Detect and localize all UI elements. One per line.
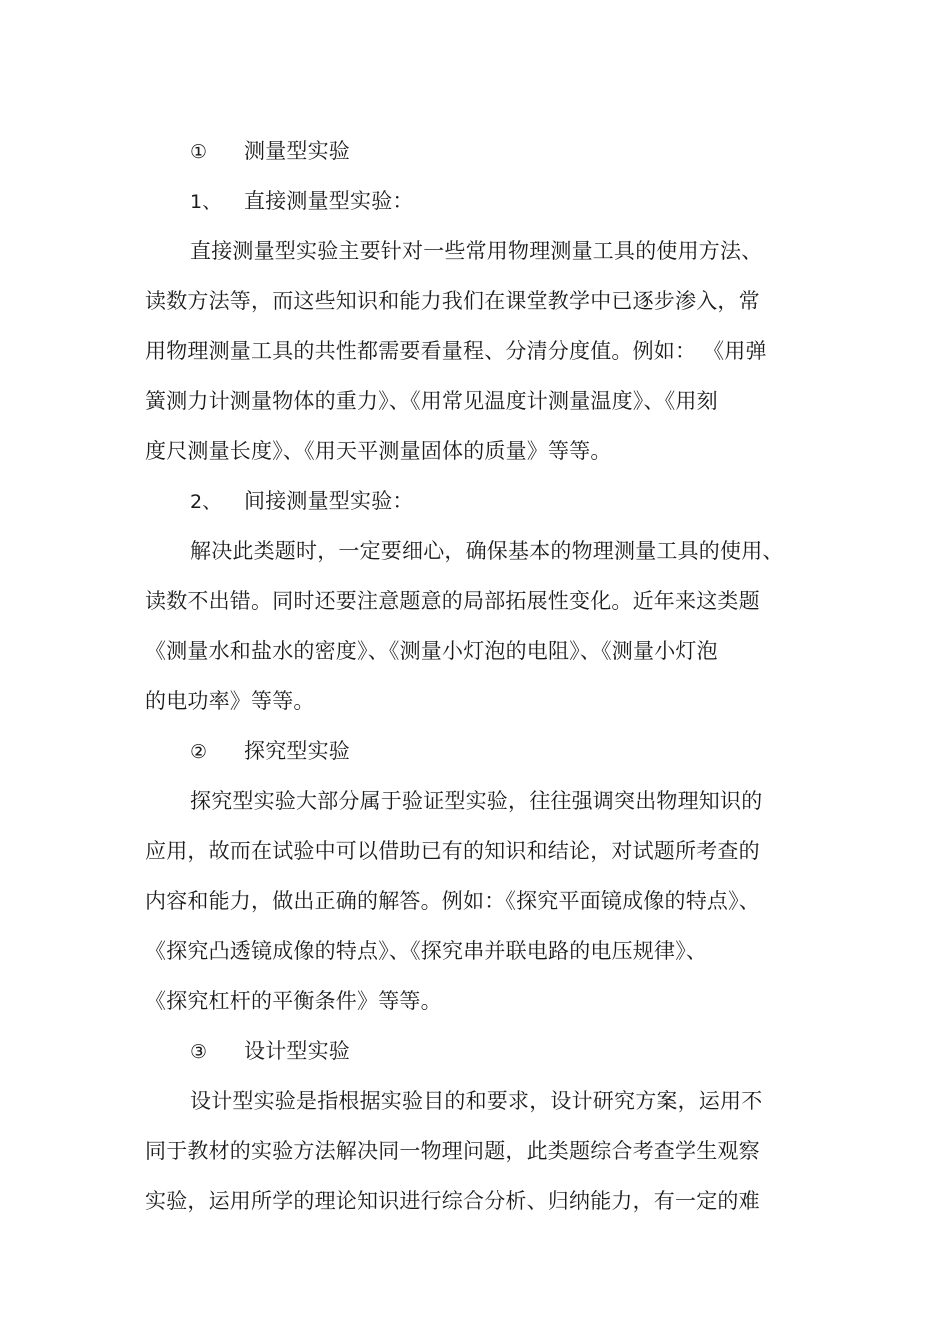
subsection-marker: 2、 — [190, 491, 222, 513]
section-marker: ② — [190, 741, 208, 763]
section-heading-design — [190, 1036, 830, 1067]
paragraph-line: 应用，故而在试验中可以借助已有的知识和结论，对试题所考查的 — [145, 839, 760, 863]
paragraph-line: 的电功率》等等。 — [145, 689, 315, 713]
subsection-title: 直接测量型实验： — [244, 189, 414, 213]
section-marker: ③ — [190, 1041, 208, 1063]
paragraph-line: 解决此类题时，一定要细心，确保基本的物理测量工具的使用、 — [190, 539, 784, 563]
paragraph-line: 读数不出错。同时还要注意题意的局部拓展性变化。近年来这类题 — [145, 589, 760, 613]
paragraph-line: 簧测力计测量物体的重力》、《用常见温度计测量温度》、《用刻 — [145, 389, 718, 413]
paragraph-line: 《探究凸透镜成像的特点》、《探究串并联电路的电压规律》、 — [145, 939, 708, 963]
paragraph-line: 实验，运用所学的理论知识进行综合分析、归纳能力，有一定的难 — [145, 1189, 760, 1213]
section-heading-measurement — [190, 136, 830, 167]
paragraph-line: 内容和能力，做出正确的解答。例如：《探究平面镜成像的特点》、 — [145, 889, 760, 913]
paragraph-line: 探究型实验大部分属于验证型实验，往往强调突出物理知识的 — [190, 789, 763, 813]
section-heading-exploration — [190, 736, 830, 767]
paragraph-line: 读数方法等，而这些知识和能力我们在课堂教学中已逐步渗入，常 — [145, 289, 760, 313]
subsection-heading-indirect — [190, 486, 830, 517]
paragraph-line: 用物理测量工具的共性都需要看量程、分清分度值。例如： 《用弹 — [145, 339, 767, 363]
subsection-marker: 1、 — [190, 191, 222, 213]
paragraph-line: 《测量水和盐水的密度》、《测量小灯泡的电阻》、《测量小灯泡 — [145, 639, 718, 663]
section-marker: ① — [190, 141, 208, 163]
section-title: 测量型实验 — [244, 139, 350, 163]
paragraph-line: 设计型实验是指根据实验目的和要求，设计研究方案，运用不 — [190, 1089, 763, 1113]
paragraph-line: 同于教材的实验方法解决同一物理问题，此类题综合考查学生观察 — [145, 1139, 760, 1163]
paragraph-line: 《探究杠杆的平衡条件》等等。 — [145, 989, 442, 1013]
section-title: 设计型实验 — [244, 1039, 350, 1063]
subsection-heading-direct — [190, 186, 830, 217]
section-title: 探究型实验 — [244, 739, 350, 763]
paragraph-line: 直接测量型实验主要针对一些常用物理测量工具的使用方法、 — [190, 239, 763, 263]
subsection-title: 间接测量型实验： — [244, 489, 414, 513]
paragraph-line: 度尺测量长度》、《用天平测量固体的质量》等等。 — [145, 439, 612, 463]
